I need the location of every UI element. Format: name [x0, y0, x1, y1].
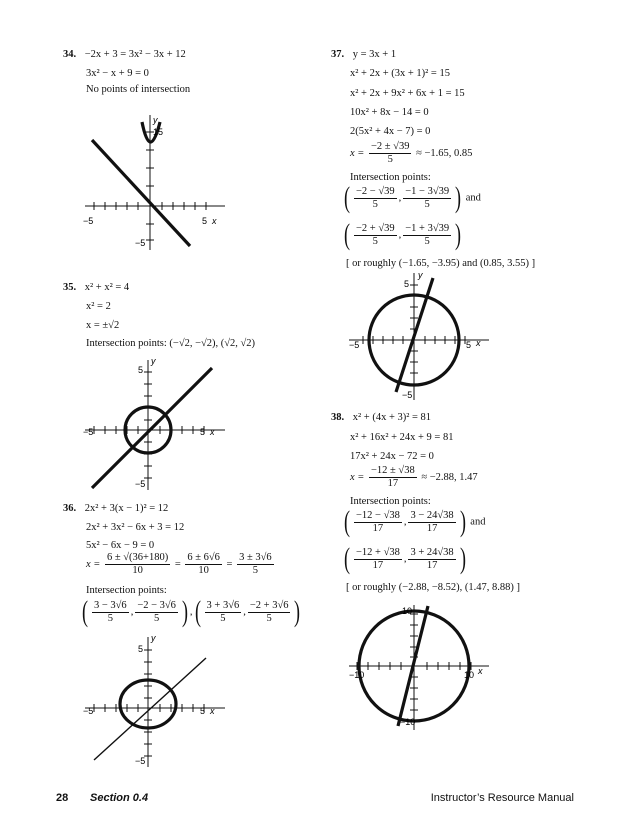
y-axis-label: y	[418, 270, 423, 280]
intersection-point-a: ( $\frac{-2 - √39}{5}$ , $\frac{-1 - 3√39}{5}$ ) and	[344, 181, 481, 214]
line-curve	[92, 368, 212, 488]
approximation-text: [ or roughly (−2.88, −8.52), (1.47, 8.88) ]	[346, 582, 520, 593]
graph-35	[80, 355, 230, 495]
result-text: Intersection points: (−√2, −√2), (√2, √2)	[86, 338, 256, 349]
tick-label: −5	[135, 479, 146, 489]
tick-label: 10	[402, 606, 413, 616]
equation-line: 3x² − x + 9 = 0	[86, 68, 149, 79]
x-axis-label: x	[212, 216, 217, 226]
line-curve	[92, 140, 190, 246]
tick-label: 15	[153, 127, 164, 137]
y-axis-label: y	[153, 115, 158, 125]
tick-label: 5	[202, 216, 208, 226]
tick-label: −5	[135, 756, 146, 766]
problem-number: 35.	[63, 282, 77, 293]
equation-line: 2x² + 3x² − 6x + 3 = 12	[86, 522, 185, 533]
equation-line: 5x² − 6x − 9 = 0	[86, 540, 155, 551]
equation-line: 10x² + 8x − 14 = 0	[350, 107, 429, 118]
tick-label: −10	[349, 670, 365, 680]
graph-34	[80, 110, 230, 255]
problem-number: 37.	[331, 49, 345, 60]
graph-36	[80, 632, 230, 772]
equation-line: 17x² + 24x − 72 = 0	[350, 451, 434, 462]
result-text: Intersection points:	[350, 496, 431, 507]
quadratic-formula: x = $\frac{-2 \pm √39}{5}$ ≈ −1.65, 0.85	[350, 141, 473, 165]
tick-label: 5	[138, 644, 144, 654]
result-text: Intersection points:	[350, 172, 431, 183]
y-axis-label: y	[151, 633, 156, 643]
result-text: No points of intersection	[86, 84, 191, 95]
equation-line: x² + 2x + 9x² + 6x + 1 = 15	[350, 88, 465, 99]
problem-number: 38.	[331, 412, 345, 423]
equation-line: x² + 2x + (3x + 1)² = 15	[350, 68, 450, 79]
tick-label: −5	[83, 427, 94, 437]
intersection-point-b: ( $\frac{-2 + √39}{5}$ , $\frac{-1 + 3√39}{5}$ )	[344, 218, 462, 251]
equation-line: 2(5x² + 4x − 7) = 0	[350, 126, 431, 137]
x-axis-label: x	[478, 666, 483, 676]
intersection-point-a: ( $\frac{-12 - √38}{17}$ , $\frac{3 - 24√38}{17}$ ) and	[344, 505, 486, 538]
equation-line: x = ±√2	[86, 320, 120, 331]
equation-line: −2x + 3 = 3x² − 3x + 12	[84, 49, 186, 60]
graph-37	[344, 268, 494, 403]
equation-line: 2x² + 3(x − 1)² = 12	[84, 503, 169, 514]
tick-label: −5	[83, 706, 94, 716]
y-axis-label: y	[151, 356, 156, 366]
section-label: Section 0.4	[90, 792, 149, 804]
tick-label: 5	[466, 340, 472, 350]
equation-line: x² + x² = 4	[84, 282, 130, 293]
tick-label: 10	[464, 670, 475, 680]
tick-label: 5	[404, 279, 410, 289]
tick-label: −5	[83, 216, 94, 226]
manual-title: Instructor’s Resource Manual	[430, 792, 574, 804]
quadratic-formula: x = $\frac{6 \pm √(36+180)}{10}$ = $\frac{6 \pm 6√6}{10}$ = $\frac{3 \pm 3√6}{5}$	[86, 552, 272, 576]
graph-38	[344, 600, 494, 735]
x-axis-label: x	[210, 427, 215, 437]
tick-label: −10	[400, 717, 416, 727]
intersection-point-b: ( $\frac{-12 + √38}{17}$ , $\frac{3 + 24√38}{17}$ )	[344, 542, 466, 575]
tick-label: 5	[200, 427, 206, 437]
quadratic-formula: x = $\frac{-12 \pm √38}{17}$ ≈ −2.88, 1.47	[350, 465, 478, 489]
equation-line: x² + (4x + 3)² = 81	[352, 412, 432, 423]
equation-line: x² + 16x² + 24x + 9 = 81	[350, 432, 454, 443]
tick-label: −5	[135, 238, 146, 248]
problem-number: 34.	[63, 49, 77, 60]
x-axis-label: x	[210, 706, 215, 716]
page-number: 28	[56, 792, 69, 804]
equation-line: y = 3x + 1	[352, 49, 397, 60]
tick-label: 5	[200, 706, 206, 716]
x-axis-label: x	[476, 338, 481, 348]
problem-number: 36.	[63, 503, 77, 514]
tick-label: −5	[402, 390, 413, 400]
line-curve	[94, 658, 206, 760]
approximation-text: [ or roughly (−1.65, −3.95) and (0.85, 3.55) ]	[346, 258, 536, 269]
result-text: Intersection points:	[86, 585, 167, 596]
tick-label: −5	[349, 340, 360, 350]
tick-label: 5	[138, 365, 144, 375]
intersection-points: ( $\frac{3 - 3√6}{5}$ , $\frac{-2 - 3√6}{5}$ ) ,( $\frac{3 + 3√6}{5}$ , $\frac{-2 + 3√6}{5}$ )	[82, 595, 301, 628]
equation-line: x² = 2	[86, 301, 111, 312]
